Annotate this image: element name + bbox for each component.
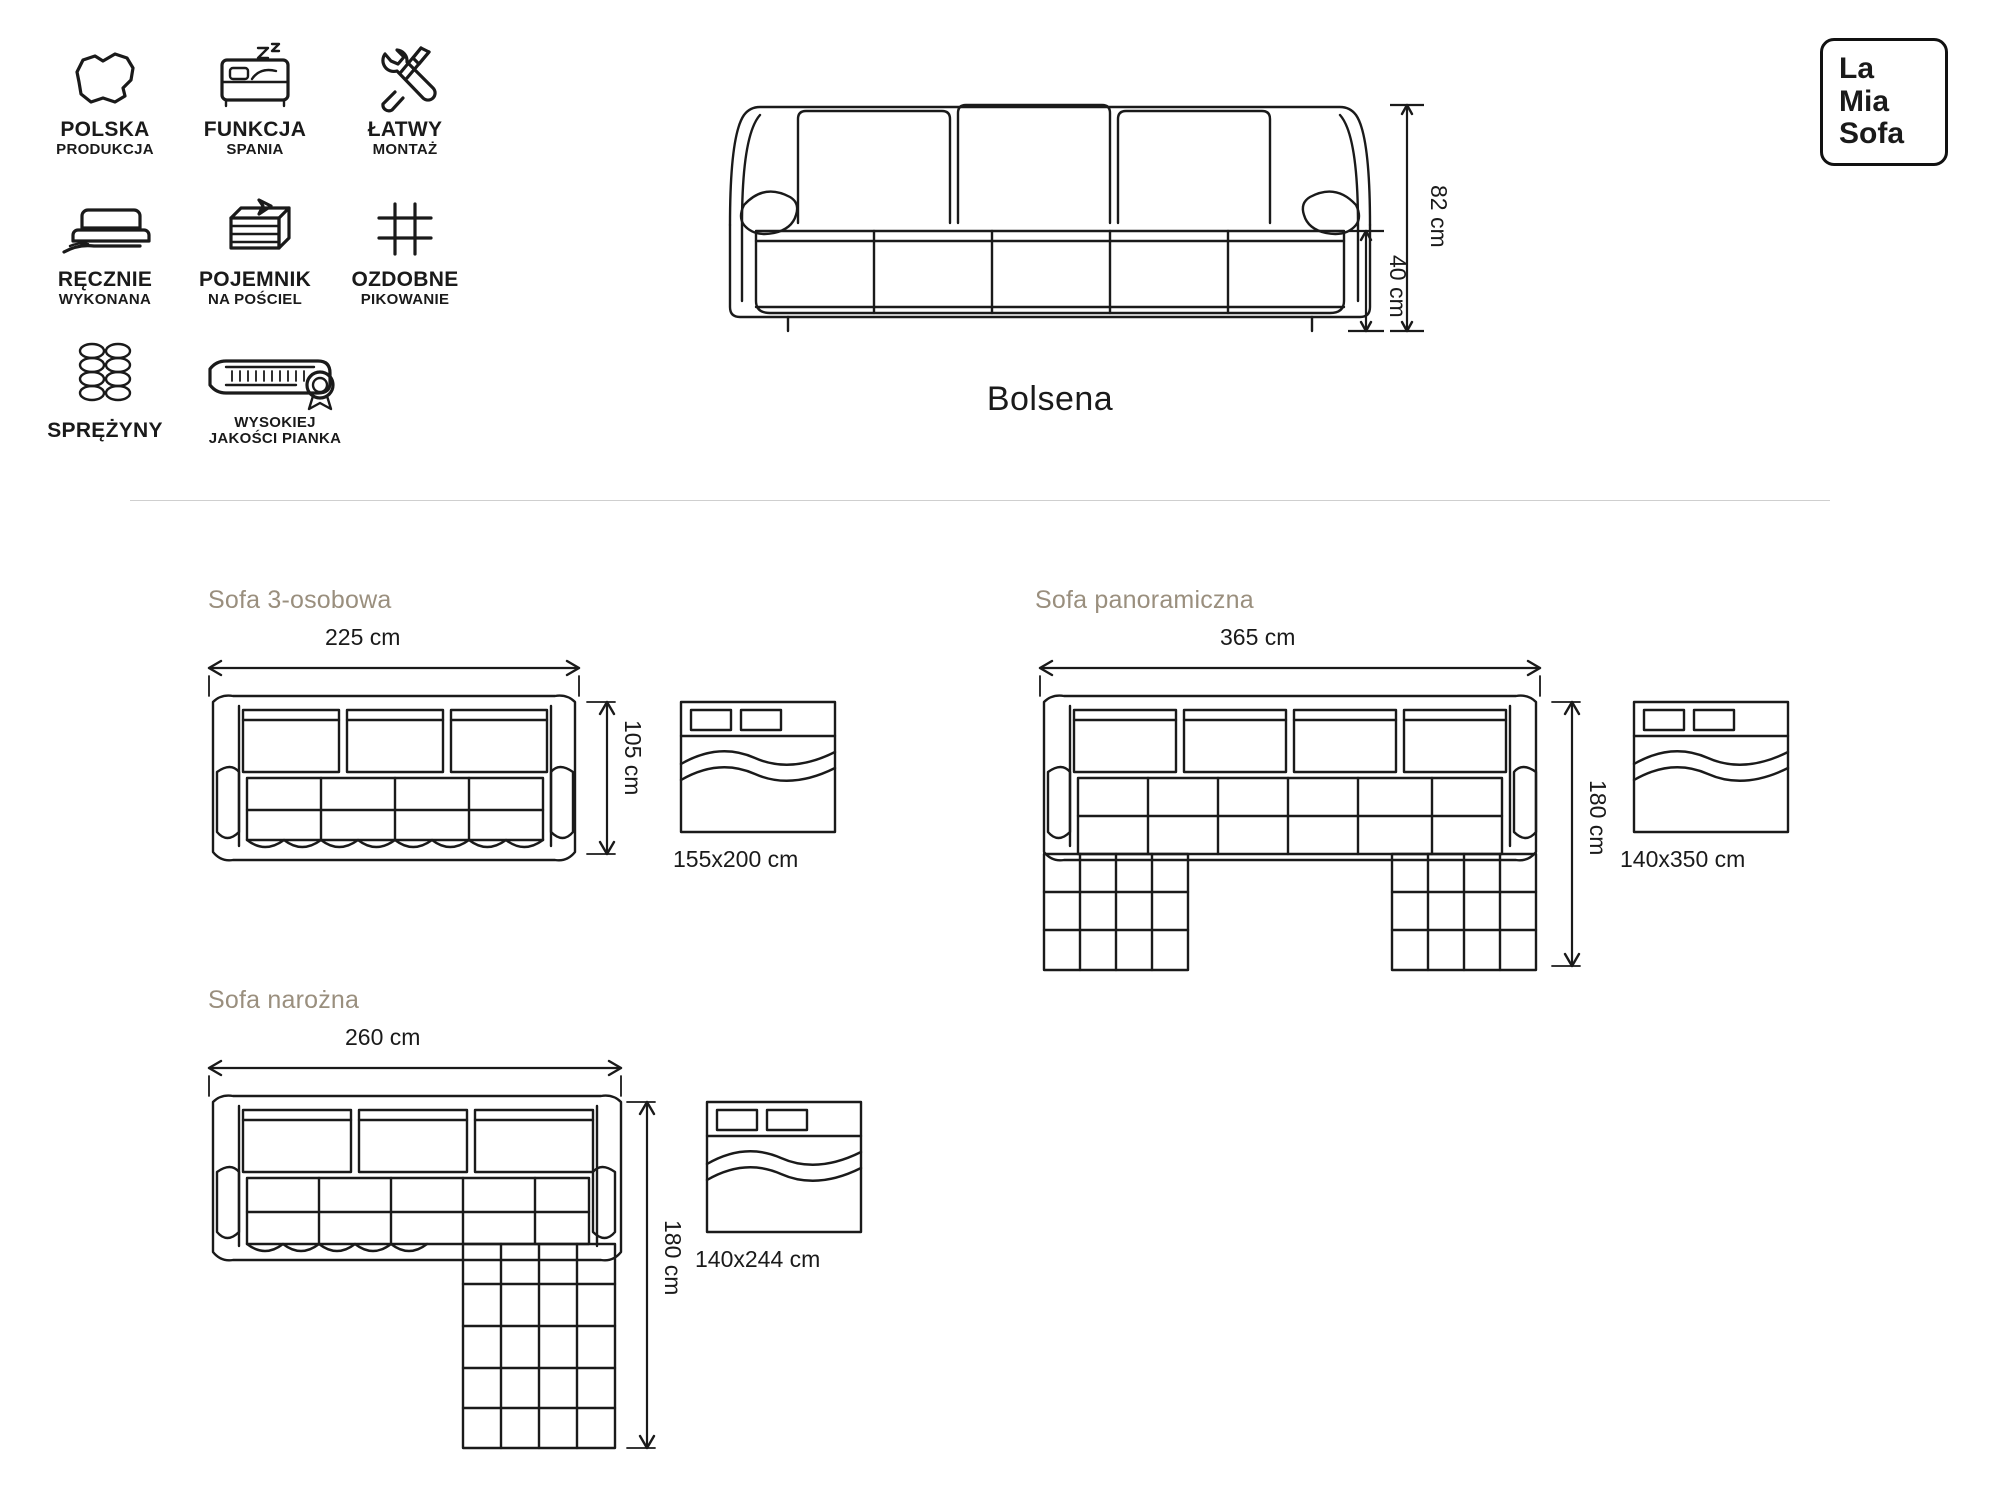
variant-title-narozna: Sofa narożna [208,986,360,1014]
feature-label-line1: POJEMNIK [198,268,312,292]
variant-depth-label-3-osobowa: 105 cm [620,720,646,796]
feature-label-line1: POLSKA [60,118,150,141]
variant-bed-label-panoramiczna: 140x350 cm [1620,846,1746,872]
feature-label-line2: MONTAŻ [372,140,438,158]
storage-box-icon [180,186,330,260]
feature-label-line2: SPANIA [226,140,284,158]
variant-bed-label-3-osobowa: 155x200 cm [673,846,799,872]
brand-logo [1820,38,1948,166]
feature-recznie-wykonana [30,180,180,308]
variant-depth-label-narozna: 180 cm [660,1220,686,1296]
variant-panoramiczna-diagram [1020,624,1800,970]
feature-wysokiej-jakosci-pianka [180,331,370,449]
feature-funkcja-spania [180,30,330,158]
variant-3-osobowa-diagram [195,624,875,930]
foam-quality-icon [180,337,370,411]
feature-label-line1: SPRĘŻYNY [47,418,163,442]
brand-line-2: Mia [1839,84,1890,118]
features-block [30,30,510,448]
feature-sprezyny [30,331,180,449]
feature-label-line1: WYSOKIEJ [234,413,316,431]
feature-label-line2: PIKOWANIE [360,290,450,308]
feature-label-line1: FUNKCJA [203,118,307,141]
variant-narozna-diagram [195,1024,895,1460]
variant-title-panoramiczna: Sofa panoramiczna [1035,586,1254,614]
brand-line-3: Sofa [1839,117,1905,151]
sleep-function-icon [180,36,330,110]
feature-pojemnik-na-posciel [180,180,330,308]
feature-ozdobne-pikowanie [330,180,480,308]
feature-latwy-montaz [330,30,480,158]
variant-width-label-3-osobowa: 225 cm [325,624,401,650]
features-row-2 [30,180,510,308]
variant-width-label-narozna: 260 cm [345,1024,421,1050]
hero-seat-height-label: 40 cm [1385,255,1411,318]
variant-bed-label-narozna: 140x244 cm [695,1246,821,1272]
variant-width-label-panoramiczna: 365 cm [1220,624,1296,650]
feature-label-line2: PRODUKCJA [56,140,154,158]
product-name: Bolsena [986,380,1114,418]
variant-depth-label-panoramiczna: 180 cm [1585,780,1611,856]
brand-line-1: La [1839,52,1875,86]
feature-label-line1: ŁATWY [367,118,443,141]
features-row-1 [30,30,510,158]
feature-label-line2: NA POŚCIEL [207,290,303,308]
quilting-grid-icon [330,186,480,260]
features-row-3 [30,331,510,449]
feature-label-line1: RĘCZNIE [57,268,153,292]
hand-sofa-icon [30,186,180,260]
feature-polska-produkcja [30,30,180,158]
feature-label-line2: WYKONANA [58,290,152,308]
variant-title-3-osobowa: Sofa 3-osobowa [208,586,392,614]
hero-sofa-illustration [700,55,1452,355]
feature-label-line1: OZDOBNE [351,268,459,292]
poland-map-icon [30,36,180,110]
hero-total-height-label: 82 cm [1426,185,1452,248]
section-divider [130,500,1830,501]
springs-icon [30,337,180,411]
feature-label-line2: JAKOŚCI PIANKA [208,430,342,448]
tools-icon [330,36,480,110]
